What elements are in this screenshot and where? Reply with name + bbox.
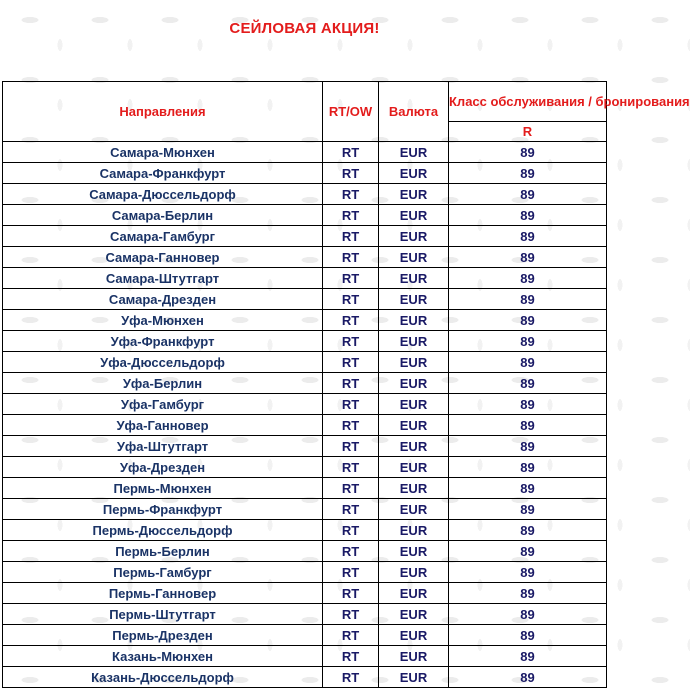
table-row [3,247,607,268]
header-direction: Направления [3,82,323,142]
table-row [3,478,607,499]
table-row [3,604,607,625]
fare-cell: 89 [449,163,607,184]
fare-cell: 89 [449,415,607,436]
rtow-cell: RT [323,268,379,289]
rtow-cell: RT [323,604,379,625]
table-row [3,499,607,520]
rtow-cell: RT [323,163,379,184]
rtow-cell: RT [323,205,379,226]
fare-cell: 89 [449,226,607,247]
rtow-cell: RT [323,352,379,373]
currency-cell: EUR [379,352,449,373]
currency-cell: EUR [379,520,449,541]
table-row [3,352,607,373]
fare-cell: 89 [449,436,607,457]
table-row [3,583,607,604]
table-row [3,520,607,541]
currency-cell: EUR [379,373,449,394]
rtow-cell: RT [323,520,379,541]
table-row [3,289,607,310]
rtow-cell: RT [323,331,379,352]
route-cell: Уфа-Дюссельдорф [3,352,323,373]
route-cell: Самара-Гамбург [3,226,323,247]
fare-cell: 89 [449,562,607,583]
route-cell: Уфа-Берлин [3,373,323,394]
rtow-cell: RT [323,562,379,583]
table-row [3,310,607,331]
rtow-cell: RT [323,184,379,205]
table-row [3,142,607,163]
currency-cell: EUR [379,562,449,583]
currency-cell: EUR [379,226,449,247]
table-row [3,226,607,247]
route-cell: Пермь-Ганновер [3,583,323,604]
currency-cell: EUR [379,457,449,478]
table-row [3,562,607,583]
fare-rows [3,142,607,688]
fare-cell: 89 [449,373,607,394]
fare-cell: 89 [449,541,607,562]
route-cell: Пермь-Берлин [3,541,323,562]
rtow-cell: RT [323,415,379,436]
route-cell: Казань-Дюссельдорф [3,667,323,688]
rtow-cell: RT [323,226,379,247]
route-cell: Уфа-Ганновер [3,415,323,436]
currency-cell: EUR [379,310,449,331]
currency-cell: EUR [379,247,449,268]
fare-cell: 89 [449,352,607,373]
route-cell: Самара-Дюссельдорф [3,184,323,205]
fare-cell: 89 [449,205,607,226]
fare-cell: 89 [449,310,607,331]
currency-cell: EUR [379,646,449,667]
header-booking-class: R [449,122,607,142]
currency-cell: EUR [379,667,449,688]
rtow-cell: RT [323,142,379,163]
currency-cell: EUR [379,184,449,205]
fare-cell: 89 [449,142,607,163]
rtow-cell: RT [323,625,379,646]
route-cell: Пермь-Франкфурт [3,499,323,520]
route-cell: Казань-Мюнхен [3,646,323,667]
rtow-cell: RT [323,478,379,499]
fare-cell: 89 [449,604,607,625]
fare-cell: 89 [449,520,607,541]
currency-cell: EUR [379,331,449,352]
rtow-cell: RT [323,289,379,310]
rtow-cell: RT [323,667,379,688]
route-cell: Самара-Дрезден [3,289,323,310]
rtow-cell: RT [323,583,379,604]
fare-cell: 89 [449,625,607,646]
route-cell: Уфа-Штутгарт [3,436,323,457]
table-row [3,541,607,562]
route-cell: Пермь-Дюссельдорф [3,520,323,541]
table-row [3,394,607,415]
fare-cell: 89 [449,289,607,310]
route-cell: Уфа-Мюнхен [3,310,323,331]
table-row [3,667,607,688]
table-row [3,184,607,205]
table-row [3,457,607,478]
currency-cell: EUR [379,289,449,310]
fare-cell: 89 [449,667,607,688]
fare-cell: 89 [449,268,607,289]
rtow-cell: RT [323,646,379,667]
route-cell: Самара-Мюнхен [3,142,323,163]
table-row [3,205,607,226]
fare-cell: 89 [449,331,607,352]
route-cell: Уфа-Дрезден [3,457,323,478]
route-cell: Самара-Ганновер [3,247,323,268]
currency-cell: EUR [379,394,449,415]
fare-cell: 89 [449,394,607,415]
currency-cell: EUR [379,163,449,184]
rtow-cell: RT [323,541,379,562]
fare-cell: 89 [449,646,607,667]
header-rtow: RT/OW [323,82,379,142]
currency-cell: EUR [379,625,449,646]
currency-cell: EUR [379,268,449,289]
fare-cell: 89 [449,457,607,478]
route-cell: Самара-Франкфурт [3,163,323,184]
table-row [3,163,607,184]
route-cell: Уфа-Франкфурт [3,331,323,352]
header-service-class: Класс обслуживания / бронирования [449,82,607,122]
fare-cell: 89 [449,478,607,499]
rtow-cell: RT [323,247,379,268]
currency-cell: EUR [379,436,449,457]
rtow-cell: RT [323,499,379,520]
page-title: СЕЙЛОВАЯ АКЦИЯ! [229,20,380,37]
table-row [3,331,607,352]
fare-cell: 89 [449,583,607,604]
currency-cell: EUR [379,499,449,520]
fare-cell: 89 [449,499,607,520]
route-cell: Пермь-Мюнхен [3,478,323,499]
rtow-cell: RT [323,394,379,415]
currency-cell: EUR [379,541,449,562]
route-cell: Самара-Берлин [3,205,323,226]
table-row [3,436,607,457]
rtow-cell: RT [323,457,379,478]
header-currency: Валюта [379,82,449,142]
rtow-cell: RT [323,310,379,331]
currency-cell: EUR [379,478,449,499]
table-row [3,268,607,289]
rtow-cell: RT [323,436,379,457]
currency-cell: EUR [379,583,449,604]
currency-cell: EUR [379,142,449,163]
route-cell: Уфа-Гамбург [3,394,323,415]
route-cell: Пермь-Дрезден [3,625,323,646]
currency-cell: EUR [379,604,449,625]
currency-cell: EUR [379,415,449,436]
currency-cell: EUR [379,205,449,226]
fare-cell: 89 [449,184,607,205]
fares-table [2,81,690,688]
route-cell: Самара-Штутгарт [3,268,323,289]
table-row [3,373,607,394]
route-cell: Пермь-Гамбург [3,562,323,583]
table-row [3,415,607,436]
fare-cell: 89 [449,247,607,268]
route-cell: Пермь-Штутгарт [3,604,323,625]
table-row [3,646,607,667]
table-row [3,625,607,646]
rtow-cell: RT [323,373,379,394]
